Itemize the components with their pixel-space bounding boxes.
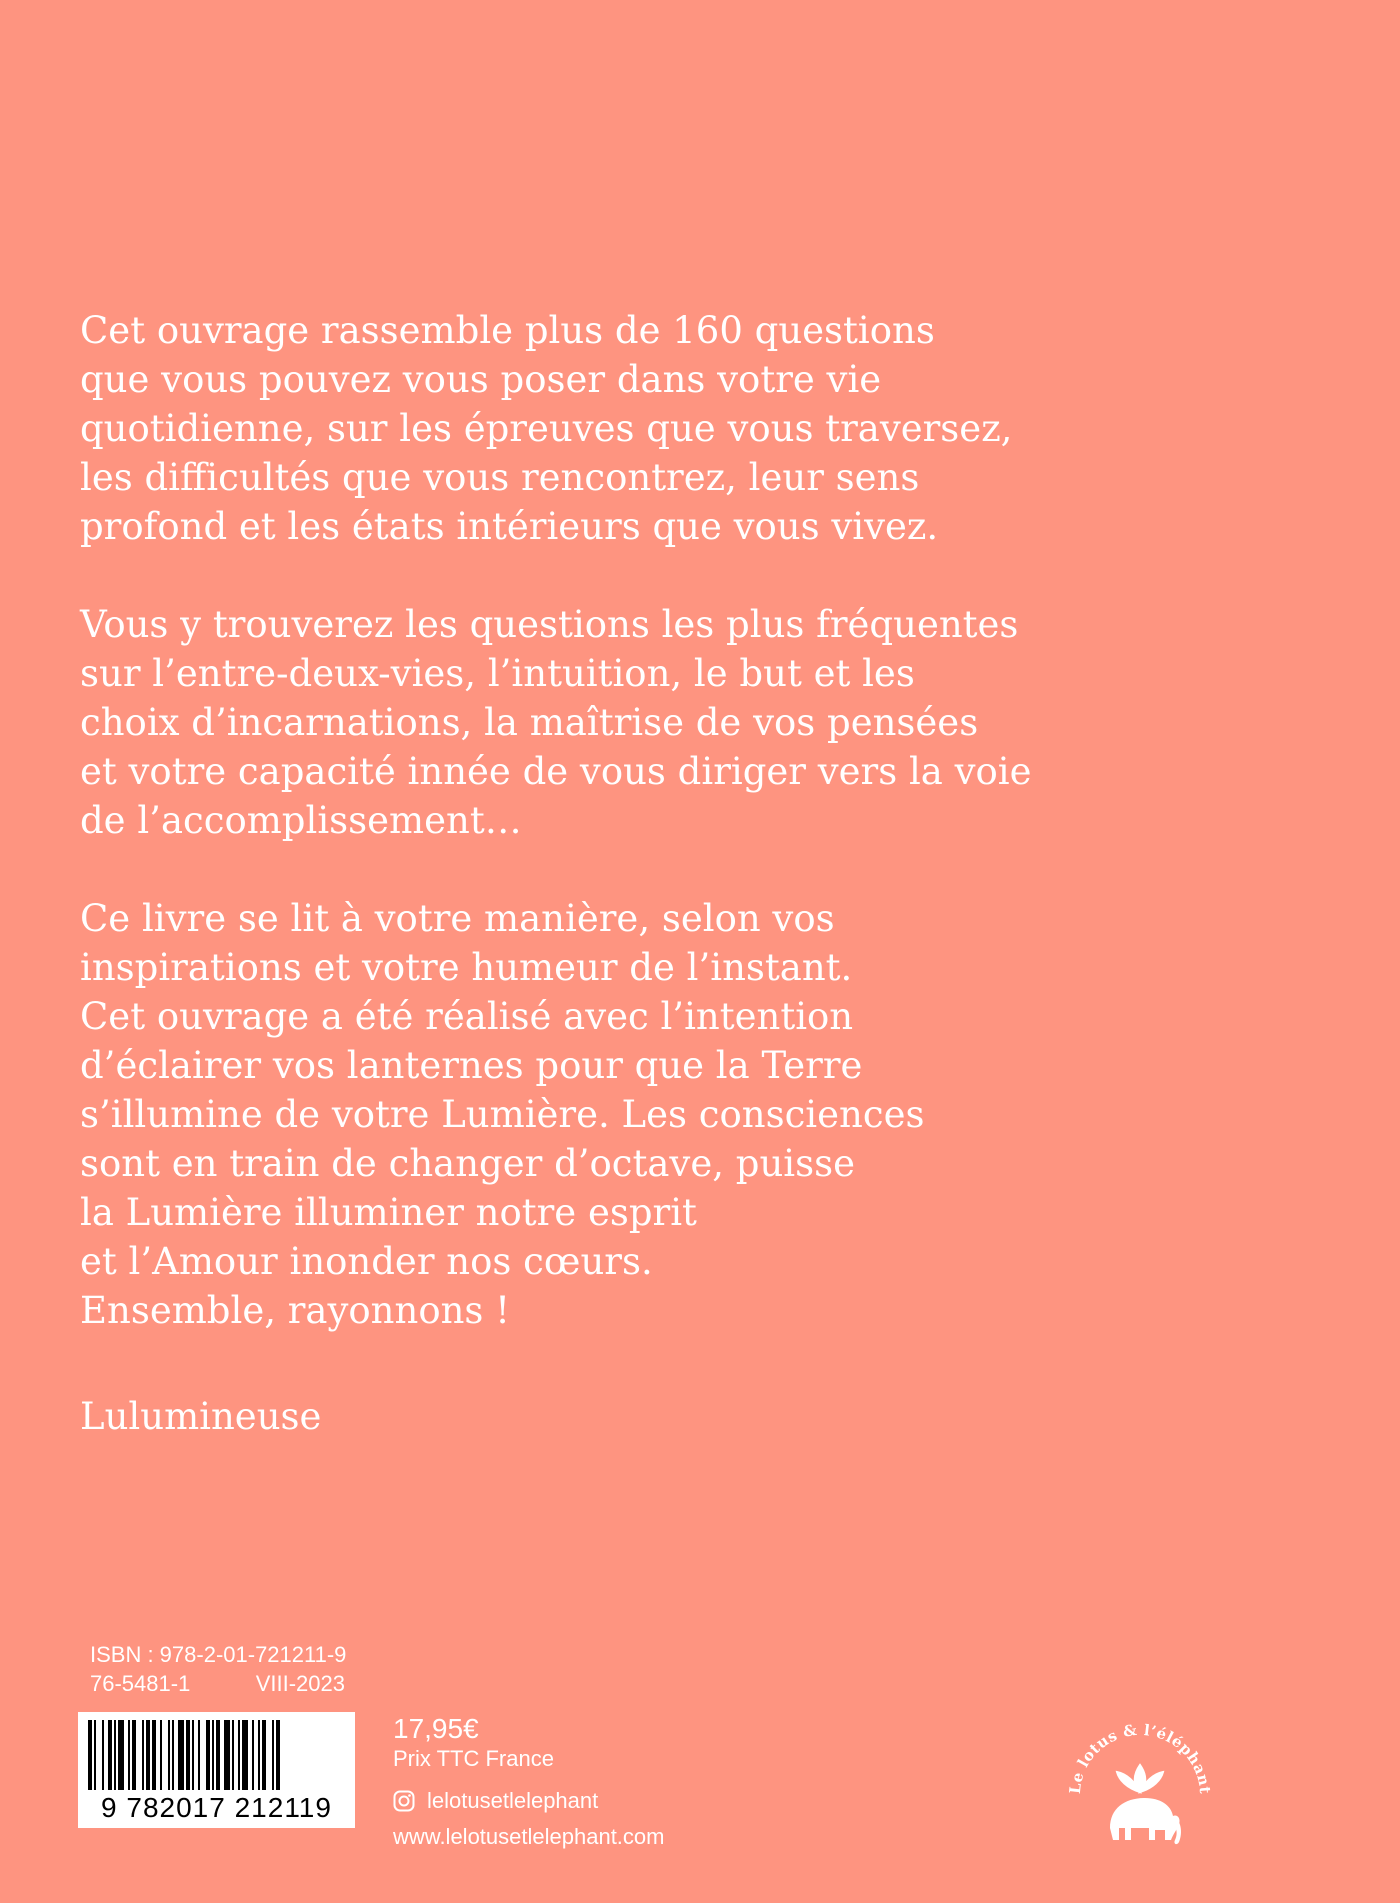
logo-text: Le lotus & l’éléphant: [1065, 1720, 1215, 1795]
isbn-meta-row: [90, 1669, 345, 1698]
blurb-line: la Lumière illuminer notre esprit: [80, 1191, 697, 1234]
blurb-line: d’éclairer vos lanternes pour que la Terre: [80, 1044, 863, 1087]
barcode-bars: [88, 1720, 345, 1792]
blurb-paragraph-3: [80, 894, 1320, 1335]
blurb-line: sur l’entre-deux-vies, l’intuition, le but et les: [80, 652, 915, 695]
isbn-number: ISBN : 978-2-01-721211-9: [90, 1642, 347, 1667]
blurb-line: Vous y trouverez les questions les plus fréquentes: [80, 603, 1019, 646]
blurb-paragraph-2: [80, 600, 1320, 845]
barcode-bar: [114, 1720, 116, 1790]
barcode-bar: [128, 1720, 130, 1790]
instagram-row[interactable]: [393, 1788, 664, 1814]
price-note: Prix TTC France: [393, 1746, 554, 1771]
isbn-block: [90, 1640, 346, 1698]
website-link[interactable]: www.lelotusetlelephant.com: [393, 1824, 665, 1849]
blurb-line: et votre capacité innée de vous diriger vers la voie: [80, 750, 1032, 793]
blurb-line: choix d’incarnations, la maîtrise de vos pensées: [80, 701, 979, 744]
lotus-icon: [1117, 1765, 1163, 1792]
barcode-bar: [88, 1720, 92, 1790]
barcode-bar: [276, 1720, 280, 1790]
barcode-bar: [94, 1720, 96, 1790]
barcode-bar: [192, 1720, 194, 1790]
author-signature: Lulumineuse: [80, 1395, 322, 1438]
barcode-bar: [242, 1720, 248, 1790]
instagram-icon: [393, 1790, 415, 1812]
barcode-bar: [152, 1720, 156, 1790]
blurb-line: et l’Amour inonder nos cœurs.: [80, 1240, 653, 1283]
barcode: [78, 1712, 355, 1828]
blurb-text: [80, 306, 1320, 1384]
barcode-bar: [160, 1720, 162, 1790]
barcode-bar: [198, 1720, 200, 1790]
blurb-line: sont en train de changer d’octave, puisse: [80, 1142, 855, 1185]
barcode-bar: [216, 1720, 220, 1790]
barcode-digits: 9 782017 212119: [101, 1792, 332, 1823]
blurb-line: Ensemble, rayonnons !: [80, 1289, 511, 1332]
barcode-bar: [168, 1720, 170, 1790]
barcode-bar: [258, 1720, 260, 1790]
blurb-line: s’illumine de votre Lumière. Les consciences: [80, 1093, 925, 1136]
product-code: 76-5481-1: [90, 1671, 191, 1696]
blurb-line: Ce livre se lit à votre manière, selon vos: [80, 897, 835, 940]
blurb-line: inspirations et votre humeur de l’instant.: [80, 946, 853, 989]
barcode-bar: [132, 1720, 136, 1790]
edition-date: VIII-2023: [255, 1671, 345, 1696]
barcode-bar: [186, 1720, 190, 1790]
blurb-line: Cet ouvrage rassemble plus de 160 questions: [80, 309, 935, 352]
barcode-bar: [252, 1720, 254, 1790]
barcode-bar: [118, 1720, 124, 1790]
barcode-bar: [142, 1720, 144, 1790]
barcode-bar: [212, 1720, 214, 1790]
barcode-bar: [232, 1720, 234, 1790]
blurb-line: les difficultés que vous rencontrez, leur sens: [80, 456, 920, 499]
barcode-bar: [206, 1720, 210, 1790]
barcode-bar: [224, 1720, 230, 1790]
elephant-icon: [1110, 1798, 1181, 1844]
blurb-line: que vous pouvez vous poser dans votre vie: [80, 358, 882, 401]
barcode-bar: [102, 1720, 104, 1790]
blurb-line: quotidienne, sur les épreuves que vous traversez,: [80, 407, 1013, 450]
barcode-bar: [108, 1720, 112, 1790]
price-block: [393, 1712, 664, 1850]
blurb-paragraph-1: [80, 306, 1320, 551]
publisher-logo: [1055, 1710, 1225, 1860]
price: 17,95€: [393, 1713, 479, 1744]
barcode-bar: [272, 1720, 274, 1790]
blurb-line: Cet ouvrage a été réalisé avec l’intention: [80, 995, 854, 1038]
barcode-bar: [172, 1720, 174, 1790]
instagram-handle[interactable]: lelotusetlelephant: [427, 1788, 599, 1813]
barcode-bar: [262, 1720, 266, 1790]
blurb-line: de l’accomplissement…: [80, 799, 522, 842]
barcode-bar: [146, 1720, 150, 1790]
barcode-bar: [178, 1720, 184, 1790]
barcode-bar: [238, 1720, 240, 1790]
blurb-line: profond et les états intérieurs que vous vivez.: [80, 505, 939, 548]
